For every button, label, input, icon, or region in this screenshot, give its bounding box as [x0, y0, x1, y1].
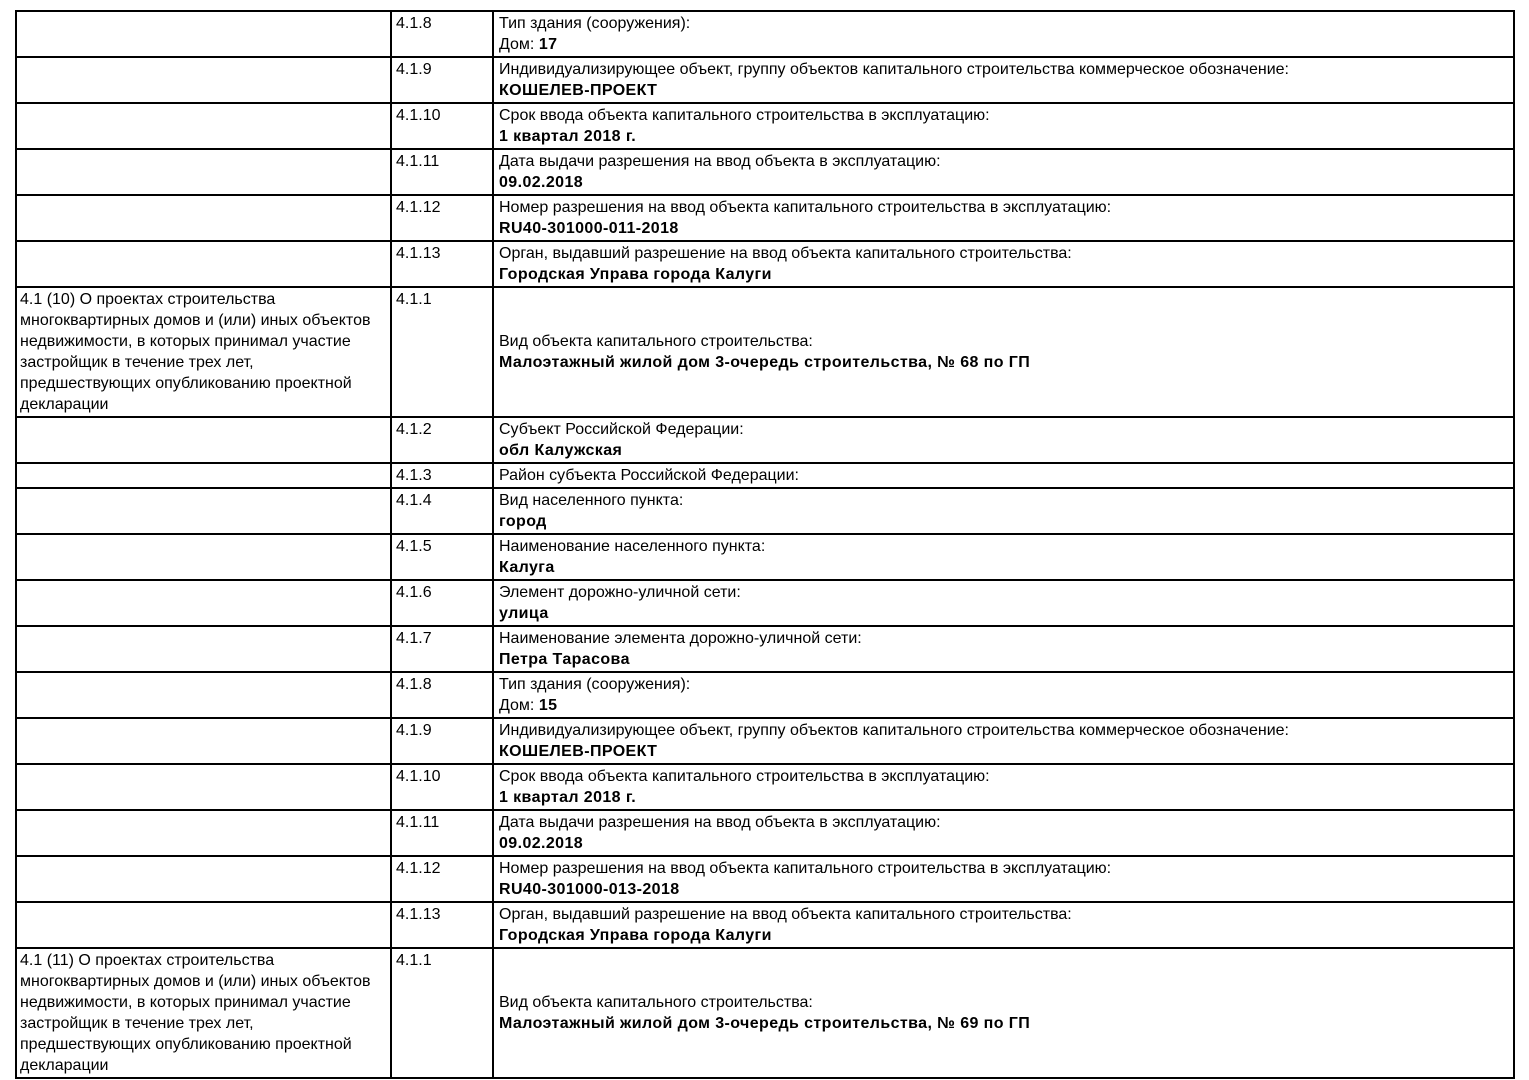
field-value-text: КОШЕЛЕВ-ПРОЕКТ — [499, 743, 658, 760]
section-description-cell — [16, 11, 391, 57]
section-description-cell — [16, 810, 391, 856]
section-description-cell — [16, 195, 391, 241]
item-content-cell — [493, 287, 1514, 417]
section-description-cell — [16, 626, 391, 672]
field-label: Орган, выдавший разрешение на ввод объекта капитального строительства: — [499, 245, 1072, 262]
item-content-cell — [493, 488, 1514, 534]
item-number-cell: 4.1.1 — [391, 948, 493, 1078]
field-value-text: RU40-301000-011-2018 — [499, 220, 679, 237]
item-number-cell: 4.1.2 — [391, 417, 493, 463]
field-value-text: КОШЕЛЕВ-ПРОЕКТ — [499, 82, 658, 99]
field-value-text: город — [499, 513, 547, 530]
item-content-cell — [493, 810, 1514, 856]
item-number-cell: 4.1.6 — [391, 580, 493, 626]
item-number-cell: 4.1.4 — [391, 488, 493, 534]
section-description-cell: 4.1 (10) О проектах строительства многоквартирных домов и (или) иных объектов недвижимости, в которых принимал участие застройщик в течение трех лет, предшествующих опубликованию проектной декларации — [16, 287, 391, 417]
item-content-cell — [493, 57, 1514, 103]
section-description-cell — [16, 57, 391, 103]
field-value-prefix: Дом: — [499, 697, 539, 714]
table-row — [16, 534, 1514, 580]
item-content-cell — [493, 463, 1514, 488]
item-number-cell: 4.1.8 — [391, 11, 493, 57]
field-label: Срок ввода объекта капитального строительства в эксплуатацию: — [499, 768, 990, 785]
table-row — [16, 764, 1514, 810]
item-content-cell — [493, 580, 1514, 626]
section-description-cell — [16, 103, 391, 149]
field-label: Орган, выдавший разрешение на ввод объекта капитального строительства: — [499, 906, 1072, 923]
field-value — [499, 218, 1509, 239]
section-description-cell — [16, 764, 391, 810]
field-label: Срок ввода объекта капитального строительства в эксплуатацию: — [499, 107, 990, 124]
field-label: Тип здания (сооружения): — [499, 15, 691, 32]
field-label: Вид населенного пункта: — [499, 492, 684, 509]
field-value-text: Петра Тарасова — [499, 651, 630, 668]
table-row — [16, 57, 1514, 103]
item-number-cell: 4.1.5 — [391, 534, 493, 580]
section-description-cell: 4.1 (11) О проектах строительства многоквартирных домов и (или) иных объектов недвижимости, в которых принимал участие застройщик в течение трех лет, предшествующих опубликованию проектной декларации — [16, 948, 391, 1078]
field-value-text: Калуга — [499, 559, 555, 576]
field-value-text: RU40-301000-013-2018 — [499, 881, 680, 898]
section-description-cell — [16, 241, 391, 287]
field-value-text: обл Калужская — [499, 442, 623, 459]
project-declaration-table — [15, 10, 1515, 1079]
field-label: Дата выдачи разрешения на ввод объекта в эксплуатацию: — [499, 814, 941, 831]
item-content-cell — [493, 195, 1514, 241]
field-value-text: улица — [499, 605, 549, 622]
table-row — [16, 580, 1514, 626]
field-label: Вид объекта капитального строительства: — [499, 333, 813, 350]
item-content-cell — [493, 103, 1514, 149]
field-value — [499, 126, 1509, 147]
field-label: Наименование населенного пункта: — [499, 538, 766, 555]
field-label: Тип здания (сооружения): — [499, 676, 691, 693]
field-label: Индивидуализирующее объект, группу объектов капитального строительства коммерческое обозначение: — [499, 722, 1289, 739]
table-row — [16, 948, 1514, 1078]
field-value — [499, 879, 1509, 900]
field-value-prefix: Дом: — [499, 36, 539, 53]
field-value — [499, 557, 1509, 578]
table-row — [16, 287, 1514, 417]
section-description-cell — [16, 149, 391, 195]
table-row — [16, 195, 1514, 241]
item-content-cell — [493, 764, 1514, 810]
table-row — [16, 417, 1514, 463]
field-label: Элемент дорожно-уличной сети: — [499, 584, 741, 601]
field-value — [499, 264, 1509, 285]
field-value-text: Городская Управа города Калуги — [499, 927, 772, 944]
table-row — [16, 810, 1514, 856]
item-content-cell — [493, 672, 1514, 718]
field-value — [499, 34, 1509, 55]
table-row — [16, 11, 1514, 57]
item-number-cell: 4.1.10 — [391, 764, 493, 810]
item-number-cell: 4.1.13 — [391, 241, 493, 287]
item-content-cell — [493, 417, 1514, 463]
field-value — [499, 695, 1509, 716]
item-number-cell: 4.1.9 — [391, 718, 493, 764]
field-value-text: 1 квартал 2018 г. — [499, 128, 637, 145]
item-number-cell: 4.1.11 — [391, 149, 493, 195]
field-value — [499, 440, 1509, 461]
field-value — [499, 649, 1509, 670]
field-label: Дата выдачи разрешения на ввод объекта в эксплуатацию: — [499, 153, 941, 170]
field-label: Субъект Российской Федерации: — [499, 421, 744, 438]
field-value-text: 1 квартал 2018 г. — [499, 789, 637, 806]
item-number-cell: 4.1.11 — [391, 810, 493, 856]
declaration-table-body — [16, 11, 1514, 1078]
section-description-cell — [16, 902, 391, 948]
field-label: Наименование элемента дорожно-уличной сети: — [499, 630, 862, 647]
item-number-cell: 4.1.1 — [391, 287, 493, 417]
section-description-cell — [16, 417, 391, 463]
table-row — [16, 672, 1514, 718]
field-value-text: 17 — [538, 36, 558, 53]
item-content-cell — [493, 241, 1514, 287]
table-row — [16, 463, 1514, 488]
field-value-text: 09.02.2018 — [499, 835, 584, 852]
table-row — [16, 241, 1514, 287]
item-content-cell — [493, 856, 1514, 902]
table-row — [16, 149, 1514, 195]
table-row — [16, 626, 1514, 672]
section-description-cell — [16, 534, 391, 580]
field-value — [499, 80, 1509, 101]
table-row — [16, 718, 1514, 764]
field-value — [499, 172, 1509, 193]
field-label: Район субъекта Российской Федерации: — [499, 467, 799, 484]
section-description-cell — [16, 463, 391, 488]
field-value — [499, 787, 1509, 808]
item-content-cell — [493, 948, 1514, 1078]
item-content-cell — [493, 11, 1514, 57]
item-number-cell: 4.1.10 — [391, 103, 493, 149]
item-number-cell: 4.1.7 — [391, 626, 493, 672]
section-description-cell — [16, 718, 391, 764]
item-content-cell — [493, 534, 1514, 580]
field-value — [499, 352, 1509, 373]
table-row — [16, 488, 1514, 534]
item-content-cell — [493, 626, 1514, 672]
section-description-cell — [16, 856, 391, 902]
item-number-cell: 4.1.9 — [391, 57, 493, 103]
field-label: Номер разрешения на ввод объекта капитального строительства в эксплуатацию: — [499, 199, 1112, 216]
field-value — [499, 603, 1509, 624]
field-value-text: Городская Управа города Калуги — [499, 266, 772, 283]
item-number-cell: 4.1.8 — [391, 672, 493, 718]
item-content-cell — [493, 902, 1514, 948]
table-row — [16, 902, 1514, 948]
section-description-cell — [16, 672, 391, 718]
field-value — [499, 741, 1509, 762]
table-row — [16, 856, 1514, 902]
field-value — [499, 833, 1509, 854]
item-content-cell — [493, 149, 1514, 195]
field-label: Вид объекта капитального строительства: — [499, 994, 813, 1011]
item-number-cell: 4.1.12 — [391, 195, 493, 241]
field-value-text: Малоэтажный жилой дом 3-очередь строительства, № 69 по ГП — [499, 1015, 1031, 1032]
item-number-cell: 4.1.13 — [391, 902, 493, 948]
field-value-text: 15 — [538, 697, 558, 714]
field-value — [499, 1013, 1509, 1034]
table-row — [16, 103, 1514, 149]
field-value — [499, 511, 1509, 532]
item-number-cell: 4.1.12 — [391, 856, 493, 902]
item-number-cell: 4.1.3 — [391, 463, 493, 488]
item-content-cell — [493, 718, 1514, 764]
field-label: Номер разрешения на ввод объекта капитального строительства в эксплуатацию: — [499, 860, 1112, 877]
field-label: Индивидуализирующее объект, группу объектов капитального строительства коммерческое обозначение: — [499, 61, 1289, 78]
field-value-text: 09.02.2018 — [499, 174, 584, 191]
field-value-text: Малоэтажный жилой дом 3-очередь строительства, № 68 по ГП — [499, 354, 1031, 371]
field-value — [499, 925, 1509, 946]
section-description-cell — [16, 580, 391, 626]
section-description-cell — [16, 488, 391, 534]
